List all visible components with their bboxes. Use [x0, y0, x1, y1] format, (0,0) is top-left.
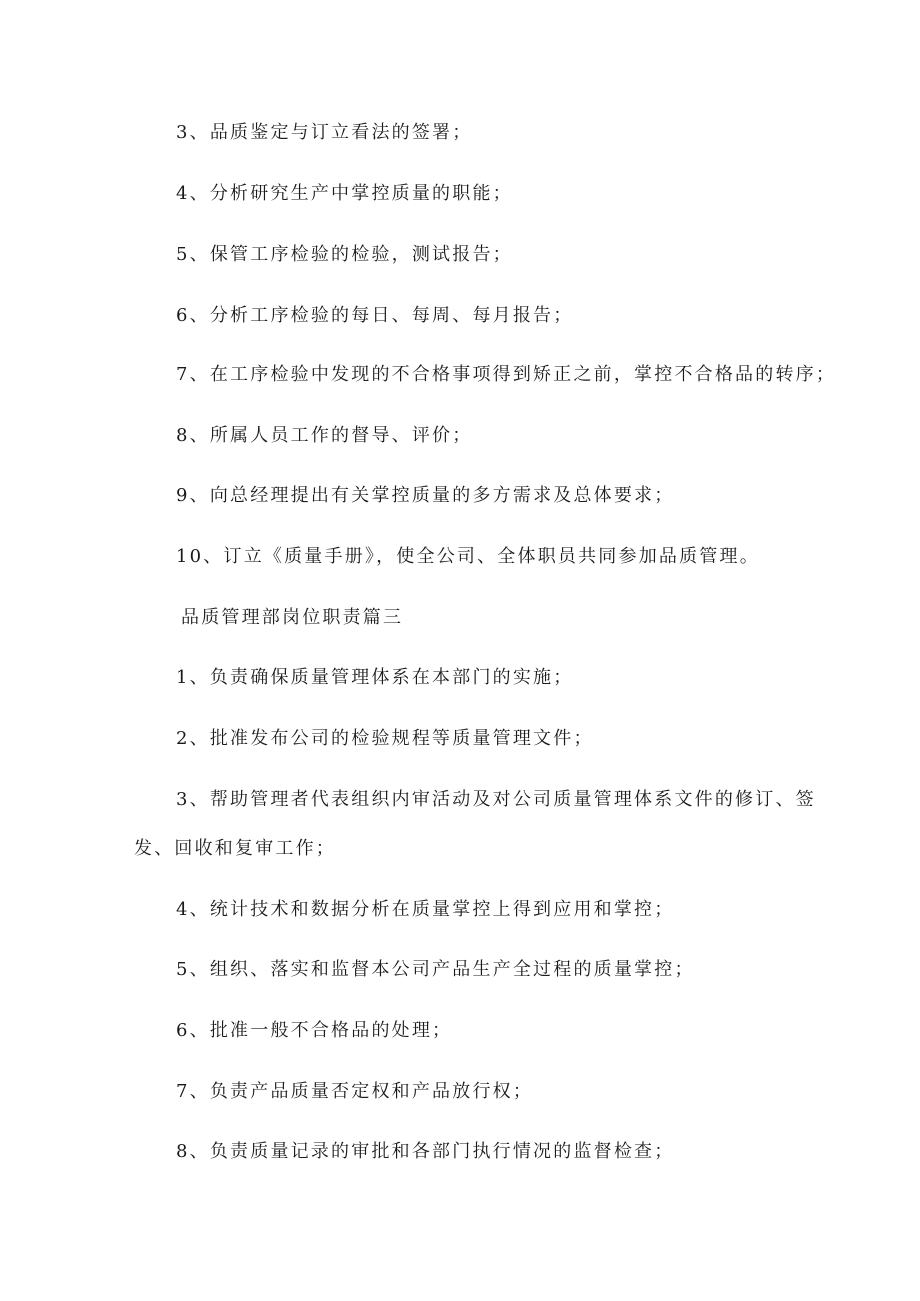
- section3-item-4: 4、统计技术和数据分析在质量掌控上得到应用和掌控；: [176, 899, 675, 920]
- section3-item-1: 1、负责确保质量管理体系在本部门的实施；: [176, 667, 574, 688]
- section3-item-3-line1: 3、帮助管理者代表组织内审活动及对公司质量管理体系文件的修订、签: [176, 789, 816, 810]
- paragraph-item-5: 5、保管工序检验的检验，测试报告；: [176, 244, 513, 265]
- paragraph-item-8: 8、所属人员工作的督导、评价；: [176, 425, 473, 446]
- section3-item-8: 8、负责质量记录的审批和各部门执行情况的监督检查；: [176, 1141, 675, 1162]
- section3-item-5: 5、组织、落实和监督本公司产品生产全过程的质量掌控；: [176, 959, 695, 980]
- paragraph-item-10: 10、订立《质量手册》，使全公司、全体职员共同参加品质管理。: [176, 546, 760, 567]
- paragraph-item-9: 9、向总经理提出有关掌控质量的多方需求及总体要求；: [176, 485, 675, 506]
- paragraph-item-3: 3、品质鉴定与订立看法的签署；: [176, 122, 473, 143]
- section3-item-2: 2、批准发布公司的检验规程等质量管理文件；: [176, 728, 594, 749]
- paragraph-item-7: 7、在工序检验中发现的不合格事项得到矫正之前，掌控不合格品的转序；: [176, 364, 837, 385]
- section3-item-6: 6、批准一般不合格品的处理；: [176, 1020, 453, 1041]
- section3-item-3-line2: 发、回收和复审工作；: [134, 838, 336, 859]
- section3-item-7: 7、负责产品质量否定权和产品放行权；: [176, 1081, 534, 1102]
- section-heading: 品质管理部岗位职责篇三: [181, 607, 404, 628]
- paragraph-item-4: 4、分析研究生产中掌控质量的职能；: [176, 183, 513, 204]
- paragraph-item-6: 6、分析工序检验的每日、每周、每月报告；: [176, 305, 574, 326]
